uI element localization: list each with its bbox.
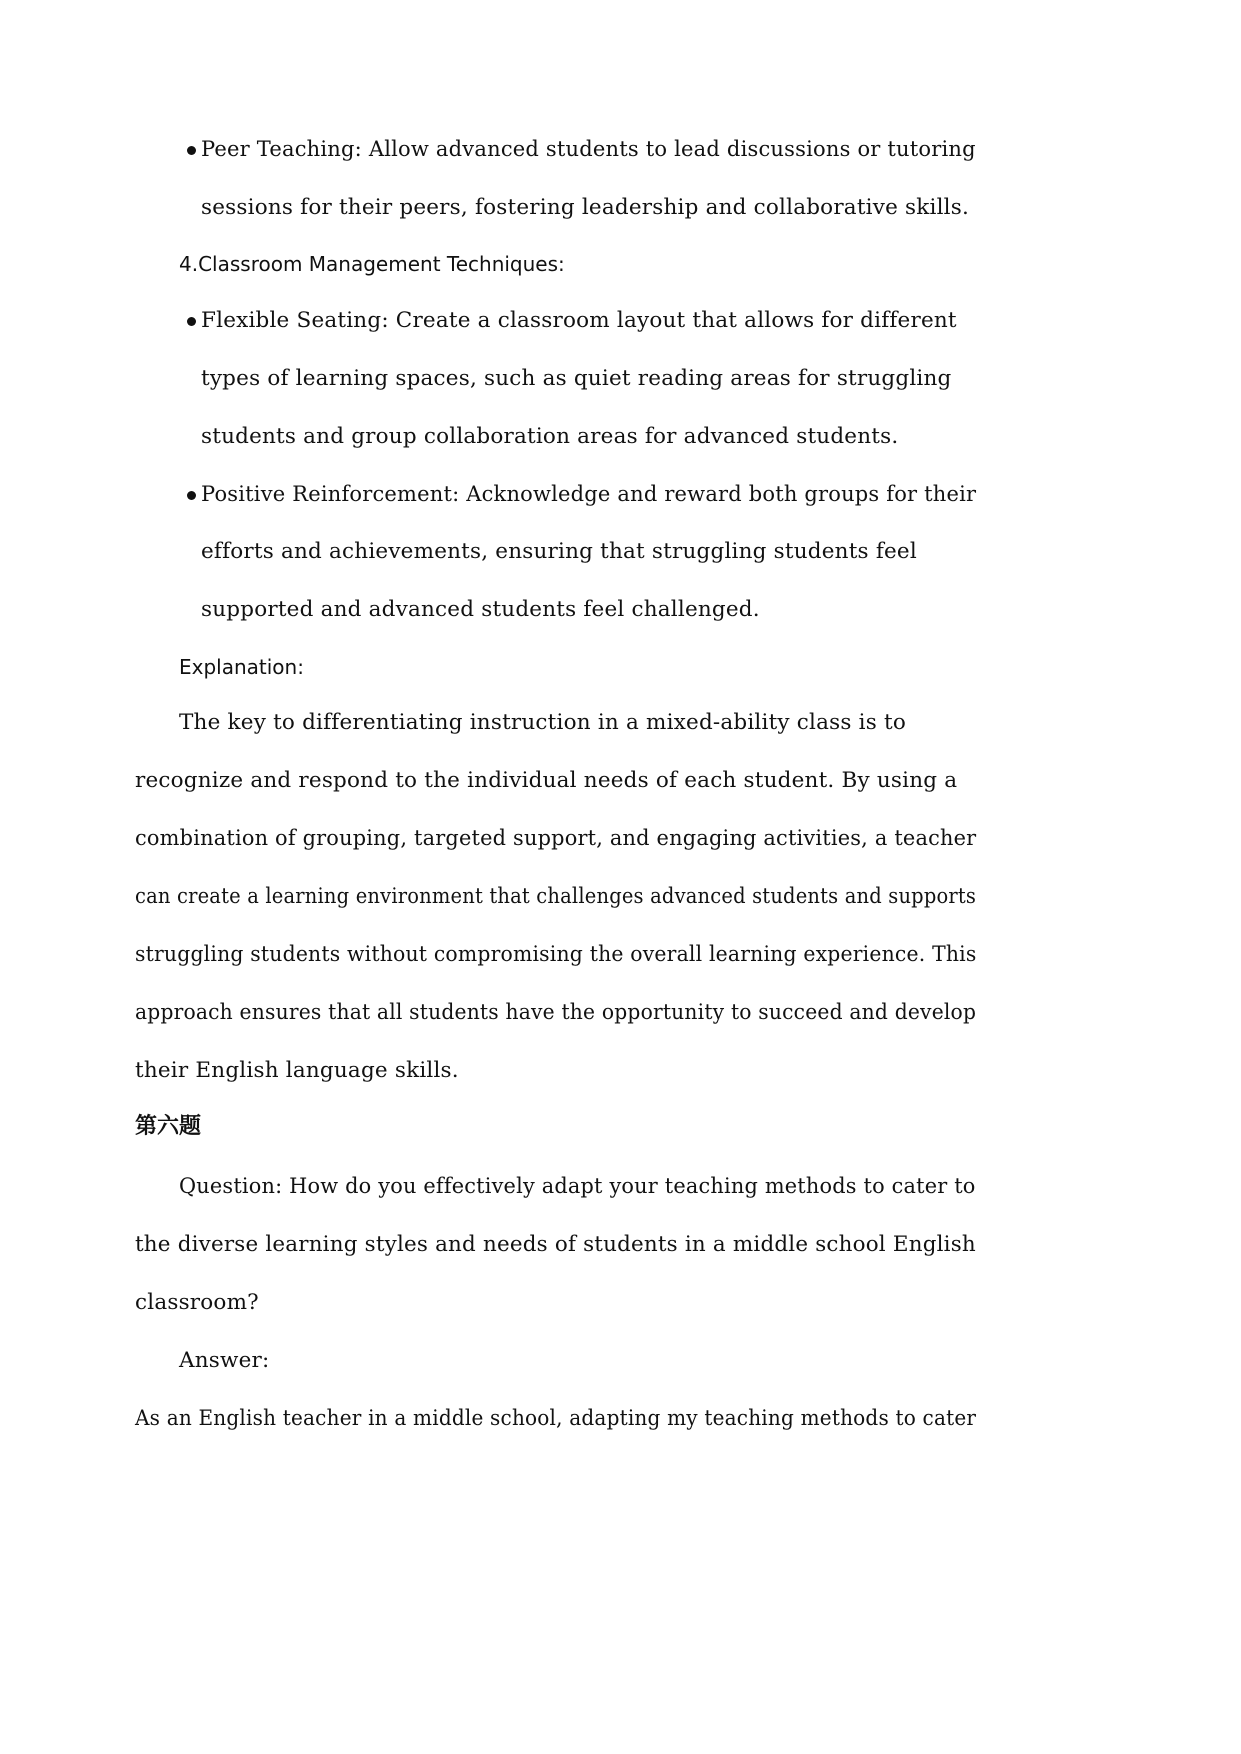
question-six-heading: 第六题: [135, 1114, 202, 1139]
positive-reinforcement-line-2: efforts and achievements, ensuring that struggling students feel: [201, 539, 917, 564]
explanation-line: The key to differentiating instruction in a mixed-ability class is to: [179, 710, 906, 735]
explanation-heading: Explanation:: [179, 655, 304, 679]
explanation-line: approach ensures that all students have the opportunity to succeed and develop: [135, 1000, 977, 1025]
explanation-line: struggling students without compromising the overall learning experience. This: [135, 942, 977, 967]
section-4-heading: 4.Classroom Management Techniques:: [179, 252, 565, 276]
explanation-line: their English language skills.: [135, 1058, 459, 1083]
question-line: the diverse learning styles and needs of students in a middle school English: [135, 1232, 976, 1257]
bullet-icon: [187, 146, 196, 155]
flexible-seating-line-2: types of learning spaces, such as quiet reading areas for struggling: [201, 366, 952, 391]
answer-label: Answer:: [179, 1348, 270, 1373]
bullet-icon: [187, 491, 196, 500]
flexible-seating-line-3: students and group collaboration areas for advanced students.: [201, 424, 899, 449]
flexible-seating-line-1: Flexible Seating: Create a classroom layout that allows for different: [201, 308, 957, 333]
question-line: classroom?: [135, 1290, 259, 1315]
bullet-icon: [187, 317, 196, 326]
explanation-line: combination of grouping, targeted support, and engaging activities, a teacher: [135, 826, 977, 851]
peer-teaching-line-2: sessions for their peers, fostering leadership and collaborative skills.: [201, 195, 969, 220]
question-line: Question: How do you effectively adapt your teaching methods to cater to: [179, 1174, 976, 1199]
explanation-line: recognize and respond to the individual needs of each student. By using a: [135, 768, 958, 793]
peer-teaching-line-1: Peer Teaching: Allow advanced students to lead discussions or tutoring: [201, 137, 976, 162]
answer-line: As an English teacher in a middle school, adapting my teaching methods to cater: [135, 1406, 977, 1431]
explanation-line: can create a learning environment that challenges advanced students and supports: [135, 884, 977, 909]
positive-reinforcement-line-3: supported and advanced students feel challenged.: [201, 597, 760, 622]
positive-reinforcement-line-1: Positive Reinforcement: Acknowledge and reward both groups for their: [201, 482, 977, 507]
